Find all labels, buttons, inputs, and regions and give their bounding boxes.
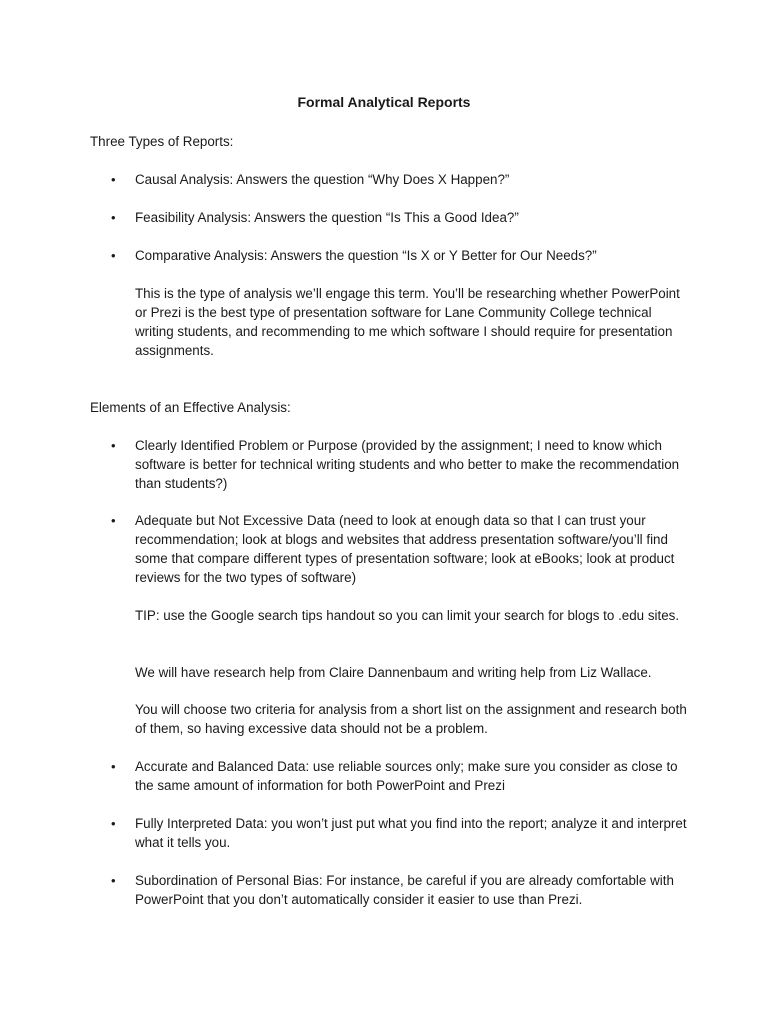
bullet-icon: • [111, 210, 116, 225]
list-item-text: Causal Analysis: Answers the question “Why Does X Happen?” [135, 172, 510, 187]
tip-note: TIP: use the Google search tips handout so you can limit your search for blogs to .edu sites. [135, 608, 680, 623]
section-heading-elements: Elements of an Effective Analysis: [90, 400, 291, 415]
list-item-text: Adequate but Not Excessive Data (need to look at enough data so that I can trust your recommendation; look at blogs and websites that address presentation software/you’ll find some that compare different types of presentation software; look at eBooks; look at product reviews for the two types of software) [135, 513, 675, 585]
list-item [111, 208, 690, 227]
list-item [111, 436, 690, 493]
list-item [111, 246, 690, 265]
list-item-text: Fully Interpreted Data: you won’t just put what you find into the report; analyze it and interpret what it tells you. [135, 816, 687, 850]
bullet-icon: • [111, 513, 116, 528]
list-item-text: Accurate and Balanced Data: use reliable sources only; make sure you consider as close to the same amount of information for both PowerPoint and Prezi [135, 759, 678, 793]
bullet-icon: • [111, 873, 116, 888]
list-item-text: Feasibility Analysis: Answers the question “Is This a Good Idea?” [135, 210, 519, 225]
bullet-icon: • [111, 816, 116, 831]
bullet-icon: • [111, 248, 116, 263]
document-title: Formal Analytical Reports [297, 94, 471, 110]
list-item-text: Clearly Identified Problem or Purpose (provided by the assignment; I need to know which software is better for technical writing students and who better to make the recommendation than students?) [135, 438, 680, 491]
list-item-text: Comparative Analysis: Answers the question “Is X or Y Better for Our Needs?” [135, 248, 597, 263]
list-item [111, 170, 690, 189]
bullet-icon: • [111, 172, 116, 187]
list-item [111, 757, 690, 795]
research-help-note: We will have research help from Claire Dannenbaum and writing help from Liz Wallace. [135, 665, 652, 680]
list-item-text: Subordination of Personal Bias: For instance, be careful if you are already comfortable with PowerPoint that you don’t automatically consider it easier to use than Prezi. [135, 873, 674, 907]
list-item [111, 511, 690, 587]
criteria-note: You will choose two criteria for analysis from a short list on the assignment and research both of them, so having excessive data should not be a problem. [135, 702, 687, 736]
list-item [111, 814, 690, 852]
bullet-icon: • [111, 759, 116, 774]
bullet-icon: • [111, 438, 116, 453]
list-item [111, 871, 690, 909]
comparative-analysis-note: This is the type of analysis we’ll engage this term. You’ll be researching whether PowerPoint or Prezi is the best type of presentation software for Lane Community College technical writing students, and recommending to me which software I should require for presentation assignments. [135, 286, 680, 358]
section-heading-report-types: Three Types of Reports: [90, 134, 234, 149]
